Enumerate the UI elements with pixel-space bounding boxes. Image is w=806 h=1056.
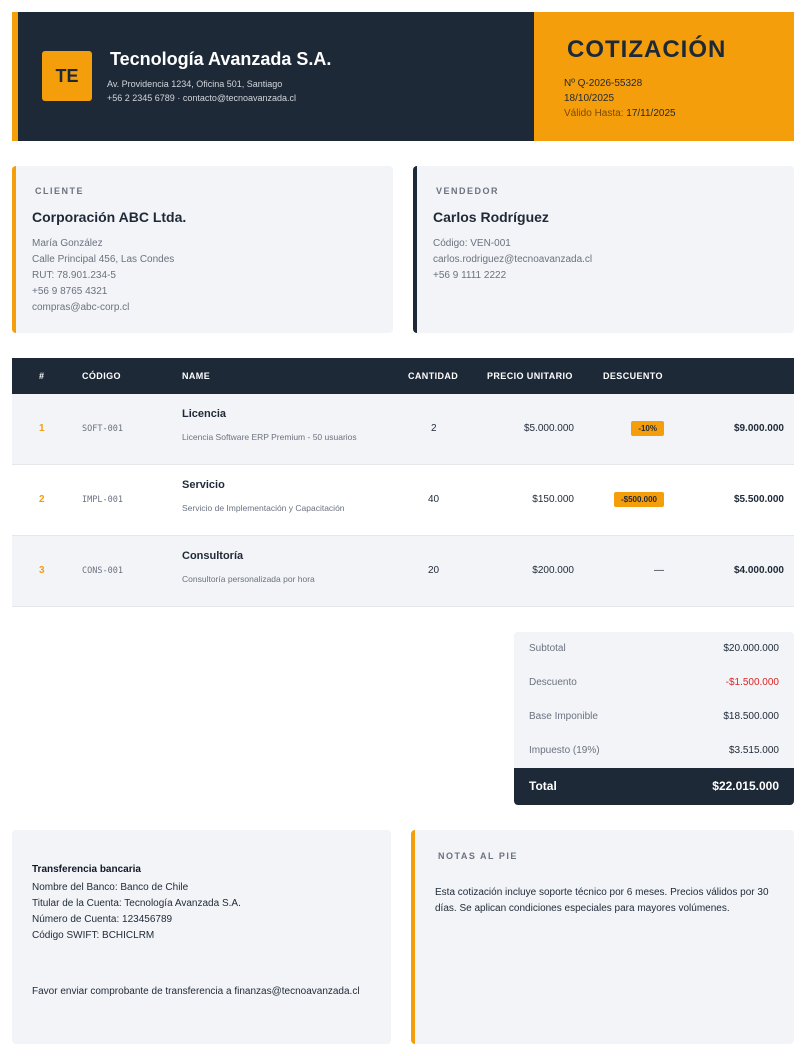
row-number: 2 xyxy=(39,494,45,505)
subtotal-row xyxy=(514,632,794,666)
item-description: Licencia Software ERP Premium - 50 usuarios xyxy=(182,432,357,442)
item-quantity: 20 xyxy=(428,565,440,576)
company-block xyxy=(12,12,534,141)
header-discount: DESCUENTO xyxy=(603,371,663,381)
footer-notes-box xyxy=(411,830,794,1044)
client-name: Corporación ABC Ltda. xyxy=(32,209,187,225)
document-title: COTIZACIÓN xyxy=(567,36,727,63)
grand-total-label: Total xyxy=(529,779,557,793)
discount-row xyxy=(514,666,794,700)
item-quantity: 2 xyxy=(431,423,437,434)
grand-total-value: $22.015.000 xyxy=(712,779,779,793)
item-discount: — xyxy=(654,565,664,576)
seller-label: VENDEDOR xyxy=(436,186,500,196)
quote-info-block xyxy=(534,12,794,141)
tax-row xyxy=(514,734,794,768)
footer-notes-text: Esta cotización incluye soporte técnico por 6 meses. Precios válidos por 30 días. Se aplican condiciones especiales para mayores volúmenes. xyxy=(435,887,769,914)
bank-details xyxy=(32,880,241,944)
footer-notes-label: NOTAS AL PIE xyxy=(438,851,518,861)
header-quantity: CANTIDAD xyxy=(408,371,459,381)
discount-label: Descuento xyxy=(529,677,577,688)
items-table xyxy=(12,358,794,607)
item-description: Consultoría personalizada por hora xyxy=(182,574,315,584)
quote-date: 18/10/2025 xyxy=(564,93,615,104)
item-code: CONS-001 xyxy=(82,566,123,576)
document-header xyxy=(12,12,794,141)
item-total: $5.500.000 xyxy=(733,494,784,505)
header-code: CÓDIGO xyxy=(82,371,121,381)
client-email: compras@abc-corp.cl xyxy=(32,302,130,313)
client-card xyxy=(12,166,393,333)
item-description: Servicio de Implementación y Capacitación xyxy=(182,503,345,513)
client-address: Calle Principal 456, Las Condes xyxy=(32,254,175,265)
seller-code: Código: VEN-001 xyxy=(433,238,511,249)
subtotal-value: $20.000.000 xyxy=(723,643,779,654)
taxable-base-row xyxy=(514,700,794,734)
item-quantity: 40 xyxy=(428,494,440,505)
header-unit-price: PRECIO UNITARIO xyxy=(487,371,573,381)
item-unit-price: $5.000.000 xyxy=(523,423,574,434)
company-address: Av. Providencia 1234, Oficina 501, Santiago xyxy=(107,79,283,89)
row-number: 3 xyxy=(39,565,45,576)
client-contact-person: María González xyxy=(32,238,103,249)
company-logo: TE xyxy=(42,51,92,101)
subtotal-label: Subtotal xyxy=(529,643,566,654)
company-name: Tecnología Avanzada S.A. xyxy=(110,49,332,69)
item-name: Licencia xyxy=(182,408,227,420)
item-name: Servicio xyxy=(182,479,225,491)
header-num: # xyxy=(39,371,45,381)
quote-valid-until xyxy=(564,108,676,119)
bank-name: Nombre del Banco: Banco de Chile xyxy=(32,882,189,893)
table-row xyxy=(12,394,794,465)
totals-summary xyxy=(514,632,794,805)
payment-info-box xyxy=(12,830,391,1044)
client-phone: +56 9 8765 4321 xyxy=(32,286,108,297)
item-total: $9.000.000 xyxy=(733,423,784,434)
client-details xyxy=(32,236,174,316)
seller-email: carlos.rodriguez@tecnoavanzada.cl xyxy=(433,254,593,265)
item-code: SOFT-001 xyxy=(82,424,123,434)
item-total: $4.000.000 xyxy=(733,565,784,576)
seller-card xyxy=(413,166,794,333)
tax-label: Impuesto (19%) xyxy=(529,745,600,756)
client-rut: RUT: 78.901.234-5 xyxy=(32,270,116,281)
table-row xyxy=(12,465,794,536)
seller-phone: +56 9 1111 2222 xyxy=(433,270,507,281)
table-row xyxy=(12,536,794,607)
taxable-base-value: $18.500.000 xyxy=(723,711,779,722)
payment-method-title: Transferencia bancaria xyxy=(32,864,141,875)
valid-until-label: Válido Hasta: xyxy=(564,108,624,119)
tax-value: $3.515.000 xyxy=(728,745,779,756)
grand-total-row xyxy=(514,768,794,805)
table-header xyxy=(12,358,794,394)
item-name: Consultoría xyxy=(182,550,244,562)
seller-details xyxy=(433,236,592,284)
account-number: Número de Cuenta: 123456789 xyxy=(32,914,173,925)
item-code: IMPL-001 xyxy=(82,495,123,505)
valid-until-value: 17/11/2025 xyxy=(626,108,676,119)
account-holder: Titular de la Cuenta: Tecnología Avanzada S.A. xyxy=(32,898,241,909)
discount-badge: -10% xyxy=(631,421,664,436)
company-contact: +56 2 2345 6789 · contacto@tecnoavanzada.cl xyxy=(107,93,297,103)
taxable-base-label: Base Imponible xyxy=(529,711,598,722)
header-name: NAME xyxy=(182,371,211,381)
client-label: CLIENTE xyxy=(35,186,85,196)
seller-name: Carlos Rodríguez xyxy=(433,209,549,225)
discount-badge: -$500.000 xyxy=(614,492,664,507)
item-unit-price: $150.000 xyxy=(532,494,574,505)
row-number: 1 xyxy=(39,423,45,434)
quote-number: Nº Q-2026-55328 xyxy=(564,78,643,89)
payment-note: Favor enviar comprobante de transferencia a finanzas@tecnoavanzada.cl xyxy=(32,986,360,997)
discount-value: -$1.500.000 xyxy=(725,677,779,688)
item-unit-price: $200.000 xyxy=(532,565,574,576)
swift-code: Código SWIFT: BCHICLRM xyxy=(32,930,155,941)
